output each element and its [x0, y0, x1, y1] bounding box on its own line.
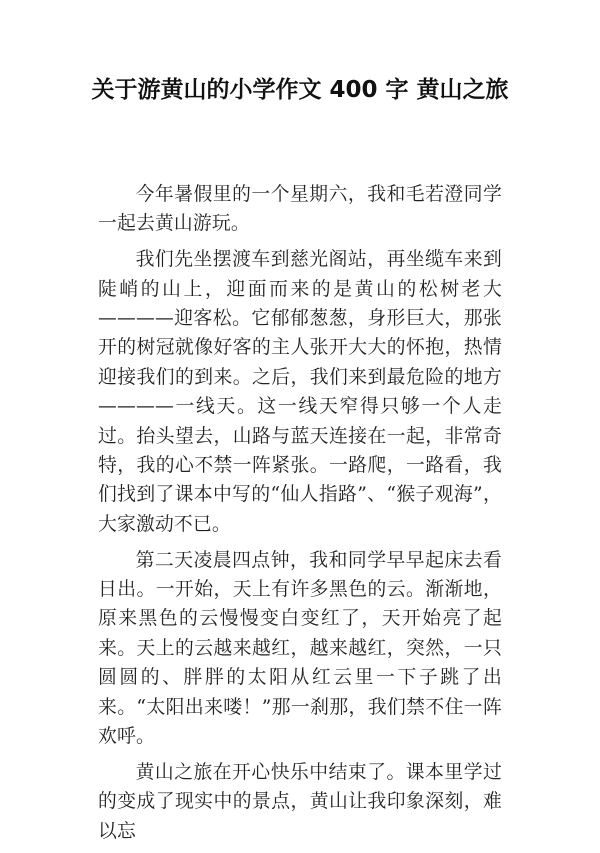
- document-title: 关于游黄山的小学作文 400 字 黄山之旅: [91, 77, 509, 103]
- document-body: [98, 180, 502, 853]
- paragraph-2: 我们先坐摆渡车到慈光阁站，再坐缆车来到陡峭的山上，迎面而来的是黄山的松树老大————迎客松。它郁郁葱葱，身形巨大，那张开的树冠就像好客的主人张开大大的怀抱，热情迎接我们的到来。之后，我们来到最危险的地方————一线天。这一线天窄得只够一个人走过。抬头望去，山路与蓝天连接在一起，非常奇特，我的心不禁一阵紧张。一路爬，一路看，我们找到了课本中写的“仙人指路”、“猴子观海”，大家激动不已。: [98, 249, 502, 535]
- paragraph-4: 黄山之旅在开心快乐中结束了。课本里学过的变成了现实中的景点，黄山让我印象深刻，难以忘: [98, 761, 502, 842]
- paragraph-1: 今年暑假里的一个星期六，我和毛若澄同学一起去黄山游玩。: [98, 184, 502, 235]
- paragraph-3: 第二天凌晨四点钟，我和同学早早起床去看日出。一开始，天上有许多黑色的云。渐渐地，原来黑色的云慢慢变白变红了，天开始亮了起来。天上的云越来越红，越来越红，突然，一只圆圆的、胖胖的太阳从红云里一下子跳了出来。“太阳出来喽！”那一刹那，我们禁不住一阵欢呼。: [98, 549, 502, 748]
